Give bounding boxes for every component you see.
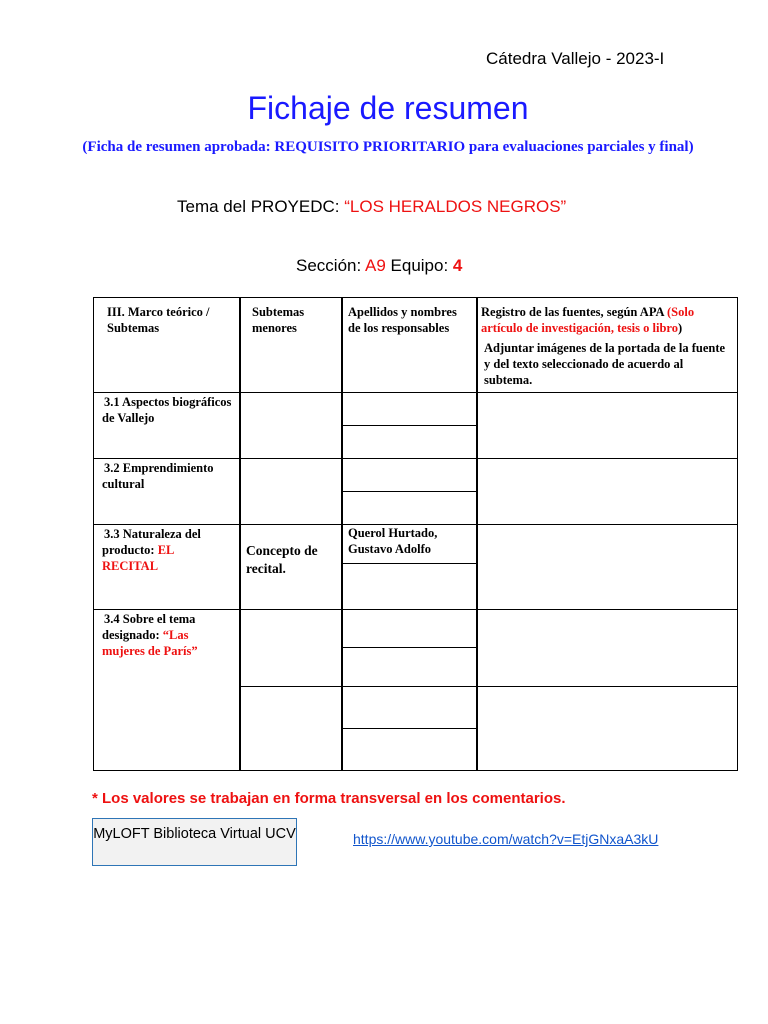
header-registro-note: (Solo artículo de investigación, tesis o libro [481,305,695,335]
seccion-line [296,256,462,276]
equipo-label: Equipo: [385,256,453,275]
row-tema-designado [102,611,232,659]
youtube-link[interactable]: https://www.youtube.com/watch?v=EtjGNxaA3kU [353,831,659,847]
row-naturaleza-responsable: Querol Hurtado, Gustavo Adolfo [348,526,438,556]
row-naturaleza-value: EL RECITAL [102,543,174,573]
row-naturaleza-label: 3.3 Naturaleza del producto: [102,527,201,557]
header-registro-text: Registro de las fuentes, según APA [481,305,667,319]
row-emprendimiento: 3.2 Emprendimiento cultural [102,461,214,491]
seccion-label: Sección: [296,256,365,275]
header-registro-close: ) [678,321,683,335]
header-marco-teorico: III. Marco teórico / Subtemas [107,305,210,335]
seccion-value: A9 [365,256,386,275]
catedra-label: Cátedra Vallejo - 2023-I [486,49,665,68]
myloft-button[interactable]: MyLOFT Biblioteca Virtual UCV [92,818,297,866]
tema-label: Tema del PROYEDC: [177,197,345,216]
header-subtemas-menores: Subtemas menores [252,305,305,335]
row-naturaleza [102,526,232,574]
header-adjuntar: Adjuntar imágenes de la portada de la fuente y del texto seleccionado de acuerdo al subtema. [484,341,726,387]
summary-table [93,297,738,771]
row-tema-designado-label: 3.4 Sobre el tema designado: [102,612,196,642]
tema-line [177,197,566,217]
tema-value: “LOS HERALDOS NEGROS” [344,197,567,216]
page-subtitle: (Ficha de resumen aprobada: REQUISITO PRIORITARIO para evaluaciones parciales y final) [82,139,694,155]
row-naturaleza-subtema: Concepto de recital. [246,543,318,576]
header-registro-fuentes [481,304,731,388]
row-tema-designado-value: “Las mujeres de París” [102,628,198,658]
footer-note: * Los valores se trabajan en forma transversal en los comentarios. [92,790,566,807]
equipo-value: 4 [452,256,463,275]
header-responsables: Apellidos y nombres de los responsables [348,305,457,335]
page-title: Fichaje de resumen [247,90,529,126]
row-aspectos-biograficos: 3.1 Aspectos biográficos de Vallejo [102,395,232,425]
